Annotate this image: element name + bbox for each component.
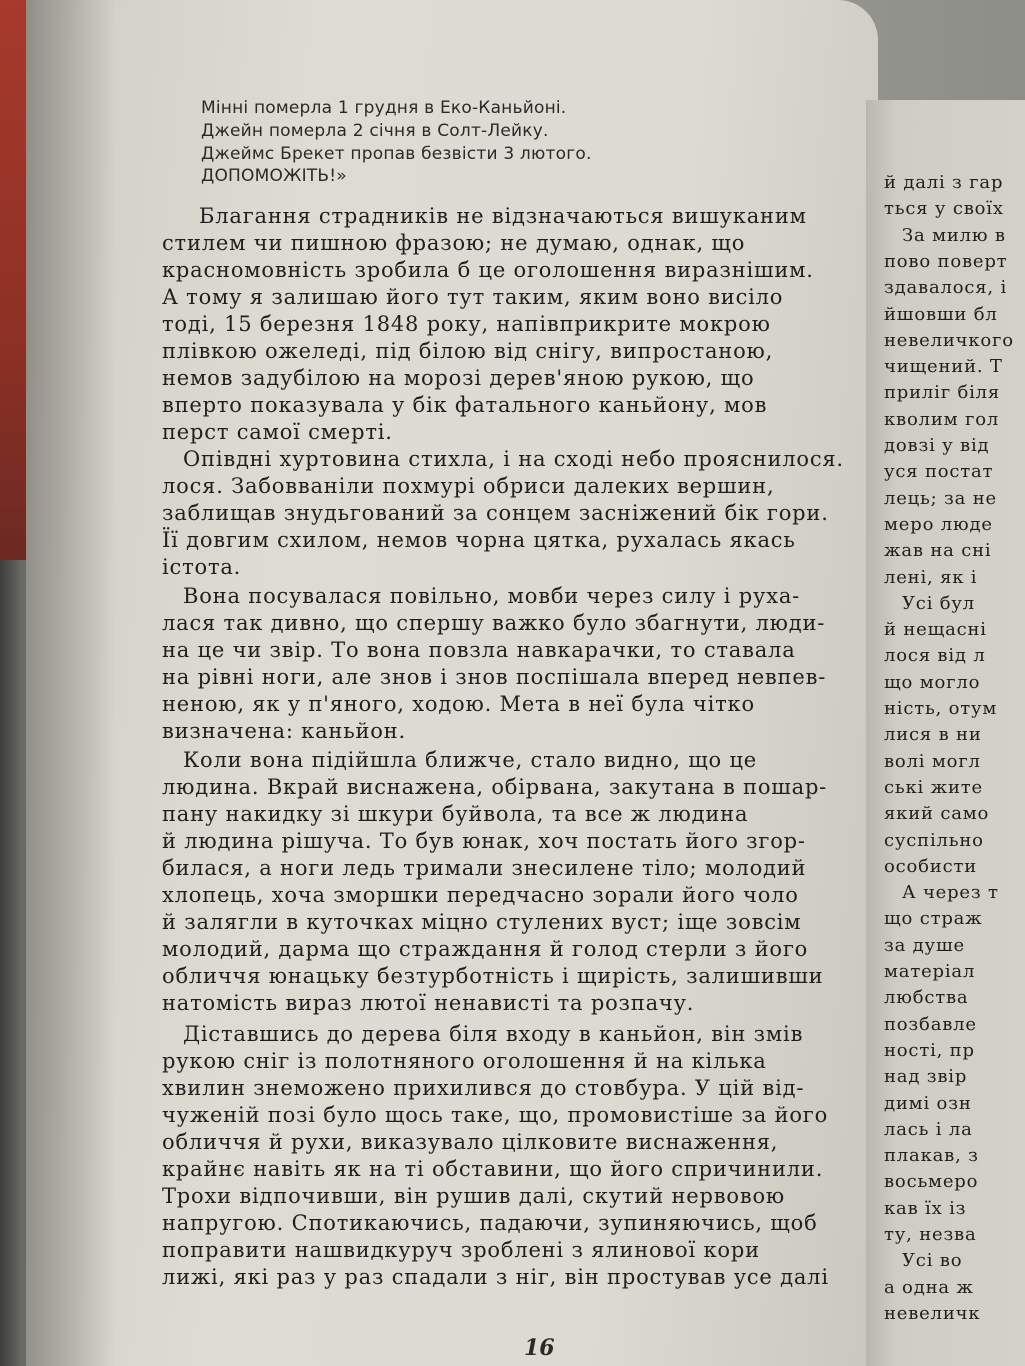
body-line-31: Діставшись до дерева біля входу в каньйон, він змів [183,1022,804,1046]
right-page-line-38: плакав, з [884,1145,979,1167]
right-page-line-3: За милю в [902,224,1006,246]
right-page-line-8: чищений. Т [884,356,1003,378]
right-page-line-31: матеріал [884,961,976,982]
body-line-8: вперто показувала у бік фатального каньйону, мов [162,393,768,417]
right-page-line-18: й нещасні [884,619,987,641]
right-page-line-5: здавалося, і [884,277,1008,299]
right-page-line-2: ться у своїх [884,198,1004,220]
right-page-line-10: кволим гол [884,408,1000,430]
right-page-line-43: а одна ж [884,1276,974,1298]
left-page [26,0,878,1366]
letter-line-3: Джеймс Брекет пропав безвісти 3 лютого. [201,144,592,164]
right-page-line-15: жав на сні [884,540,992,562]
right-page-line-23: волі могл [884,750,981,772]
body-line-25: билася, а ноги ледь тримали знесилене тіло; молодий [162,856,807,880]
right-page-line-24: ські жите [884,776,983,798]
right-page-line-42: Усі во [902,1250,963,1272]
body-line-26: хлопець, хоча зморшки передчасно зорали його чоло [162,883,799,907]
body-line-27: й залягли в куточках міцно стулених вуст; іще зовсім [162,910,802,934]
letter-line-2: Джейн померла 2 січня в Солт-Лейку. [201,121,549,141]
body-line-10: Опівдні хуртовина стихла, і на сході небо прояснилося. [183,447,844,471]
body-line-22: людина. Вкрай виснажена, обірвана, закутана в пошар- [162,775,828,799]
binding-shadow [0,560,22,1366]
right-page-line-40: кав їх із [884,1197,967,1219]
body-line-33: хвилин знеможено прихилився до стовбура. У цій від- [162,1076,805,1100]
right-page-line-25: який само [884,803,990,825]
body-line-24: й людина рішуча. То був юнак, хоч постать його згор- [162,829,806,853]
body-line-36: крайнє навіть як на ті обставини, що його спричинили. [162,1157,824,1181]
right-page-line-6: йшовши бл [884,303,998,325]
body-line-30: натомість вираз лютої ненависті та розпачу. [162,991,695,1015]
right-page-line-36: димі озн [884,1092,972,1114]
right-page-line-22: лися в ни [884,724,982,746]
right-page-line-4: пово поверт [884,250,1008,272]
right-page-line-19: лося від л [884,645,986,667]
body-line-12: заблищав знудьгований за сонцем засніжений бік гори. [162,501,829,525]
right-page-line-1: й далі з гар [884,172,1004,193]
right-page-line-29: що страж [884,908,983,930]
body-line-29: обличчя юнацьку безтурботність і щирість, залишивши [162,964,824,988]
body-line-7: немов задубілою на морозі дерев'яною рукою, що [162,366,755,390]
letter-line-4: ДОПОМОЖІТЬ!» [201,166,347,186]
body-line-34: чуженій позі було щось таке, що, промовистіше за його [162,1103,829,1127]
body-line-5: тоді, 15 березня 1848 року, напівприкрите мокрою [162,312,771,336]
body-line-9: перст самої смерті. [162,420,393,444]
right-page-line-28: А через т [902,882,999,904]
body-line-11: лося. Забовваніли похмурі обриси далеких вершин, [162,474,775,498]
right-page-line-11: довзі у від [884,435,990,456]
body-line-17: на це чи звір. То вона повзла навкарачки, то ставала [162,638,796,662]
right-page-line-14: меро люде [884,513,993,535]
body-line-14: істота. [162,555,242,579]
body-line-39: поправити нашвидкуруч зроблені з ялинової кори [162,1238,760,1262]
right-page-line-17: Усі бул [902,592,976,614]
right-page-line-37: лась і ла [884,1118,973,1140]
right-page-line-9: приліг біля [884,382,1001,404]
body-line-1: Благання страдників не відзначаються вишуканим [199,204,807,228]
body-line-3: красномовність зробила б це оголошення виразнішим. [162,258,814,282]
right-page-line-21: ність, отум [884,698,998,719]
body-line-16: лася так дивно, що спершу важко було збагнути, люди- [162,611,826,635]
body-line-15: Вона посувалася повільно, мовби через силу і руха- [183,584,801,608]
body-line-40: лижі, які раз у раз спадали з ніг, він простував усе далі [162,1265,829,1289]
right-page-line-7: невеличкого [884,329,1014,351]
body-line-32: рукою сніг із полотняного оголошення й на кілька [162,1049,767,1073]
body-line-28: молодий, дарма що страждання й голод стерли з його [162,937,809,961]
right-page-line-41: ту, незва [884,1224,977,1245]
right-page-line-20: що могло [884,671,981,693]
body-line-38: напругою. Спотикаючись, падаючи, зупиняючись, щоб [162,1211,818,1235]
right-page-line-26: суспільно [884,829,984,851]
body-line-13: Її довгим схилом, немов чорна цятка, рухалась якась [162,528,796,552]
body-line-6: плівкою ожеледі, під білою від снігу, випростаною, [162,339,774,363]
body-line-19: неною, як у п'яного, ходою. Мета в неї була чітко [162,692,755,716]
right-page-line-44: невеличк [884,1302,981,1324]
right-page-line-32: любства [884,987,969,1009]
right-page-line-30: за душе [884,934,965,956]
right-page-line-34: ності, пр [884,1039,975,1061]
right-page [866,100,1025,1366]
body-line-18: на рівні ноги, але знов і знов поспішала вперед невпев- [162,665,827,689]
right-page-line-16: лені, як і [884,566,978,588]
right-page-line-12: уся постат [884,461,994,483]
body-line-20: визначена: каньйон. [162,719,406,743]
right-page-line-13: лець; за не [884,487,997,509]
body-line-4: А тому я залишаю його тут таким, яким воно висіло [162,285,784,309]
right-page-line-33: позбавле [884,1013,977,1035]
body-line-35: обличчя й рухи, виказувало цілковите виснаження, [162,1130,779,1154]
body-line-2: стилем чи пишною фразою; не думаю, однак, що [162,231,746,255]
right-page-line-27: особисти [884,855,978,877]
right-page-line-39: восьмеро [884,1171,979,1193]
right-page-line-35: над звір [884,1066,968,1088]
body-line-37: Трохи відпочивши, він рушив далі, скутий нервовою [162,1184,785,1208]
letter-line-1: Мінні померла 1 грудня в Еко-Каньйоні. [201,98,567,118]
page-number: 16 [524,1335,555,1361]
body-line-21: Коли вона підійшла ближче, стало видно, що це [183,748,758,772]
book-cover-edge [0,0,26,560]
body-line-23: пану накидку зі шкури буйвола, та все ж людина [162,802,749,826]
